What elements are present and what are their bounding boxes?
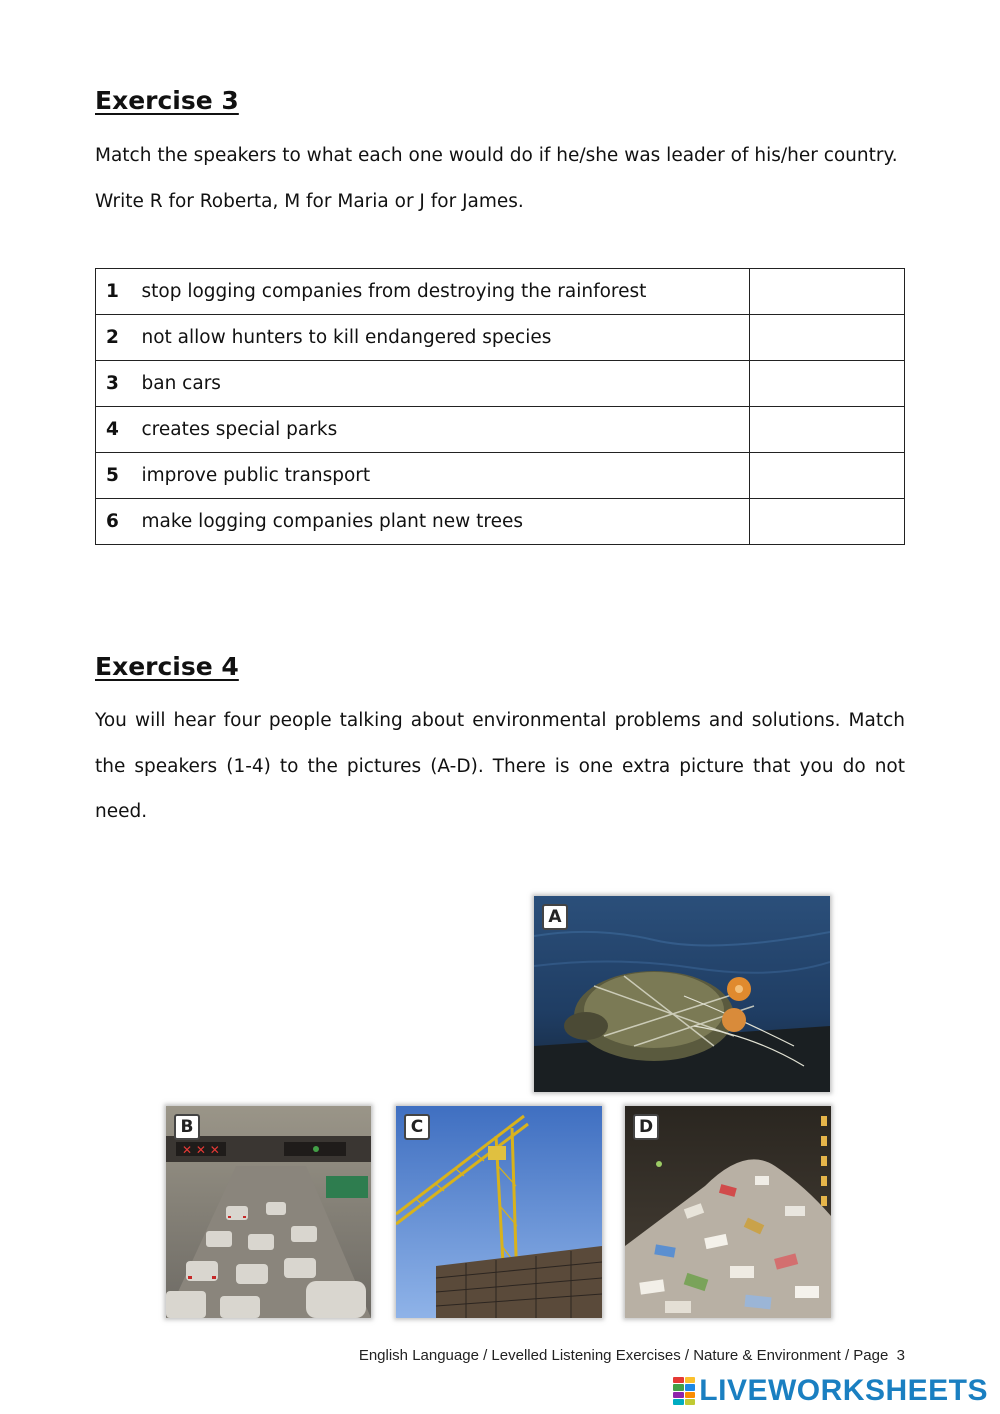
answer-cell[interactable] [750,453,905,499]
picture-label-a: A [542,904,568,930]
answer-cell[interactable] [750,499,905,545]
row-number: 4 [96,407,136,453]
page-footer: English Language / Levelled Listening Exercises / Nature & Environment / Page 3 [358,1347,905,1364]
answer-cell[interactable] [750,361,905,407]
row-number: 1 [96,269,136,315]
exercise-3-title: Exercise 3 [95,86,239,115]
picture-d [625,1106,831,1318]
matching-table [95,268,905,545]
picture-label-b: B [174,1114,200,1140]
picture-label-c: C [404,1114,430,1140]
row-statement: creates special parks [136,407,750,453]
svg-text:✕ ✕ ✕: ✕ ✕ ✕ [182,1143,220,1157]
exercise-4-instructions [95,698,905,835]
row-number: 5 [96,453,136,499]
picture-a [534,896,830,1092]
answer-cell[interactable] [750,269,905,315]
exercise-4-title: Exercise 4 [95,652,239,681]
picture-label-d: D [633,1114,659,1140]
turtle-in-net-photo [534,896,830,1092]
brand-name: LIVEWORKSHEETS [699,1374,988,1407]
liveworksheets-brand[interactable] [673,1374,988,1408]
exercise-3-instruction-line: Match the speakers to what each one would do if he/she was leader of his/her country. [95,145,898,166]
exercise-3-instructions [95,133,905,224]
picture-c [396,1106,602,1318]
row-number: 3 [96,361,136,407]
row-number: 6 [96,499,136,545]
row-statement: ban cars [136,361,750,407]
exercise-3-instruction-line: Write R for Roberta, M for Maria or J for James. [95,190,524,212]
table-row [96,407,905,453]
row-statement: improve public transport [136,453,750,499]
row-statement: stop logging companies from destroying the rainforest [136,269,750,315]
table-row [96,315,905,361]
picture-b [166,1106,371,1318]
table-row [96,453,905,499]
table-row [96,499,905,545]
row-number: 2 [96,315,136,361]
row-statement: make logging companies plant new trees [136,499,750,545]
row-statement: not allow hunters to kill endangered species [136,315,750,361]
exercise-4-instruction-text: You will hear four people talking about environmental problems and solutions. Match the speakers (1-4) to the pictures (A-D). There is one extra picture that you do not need. [95,710,905,822]
liveworksheets-logo-icon [673,1377,695,1405]
answer-cell[interactable] [750,407,905,453]
answer-cell[interactable] [750,315,905,361]
table-row [96,269,905,315]
table-row [96,361,905,407]
